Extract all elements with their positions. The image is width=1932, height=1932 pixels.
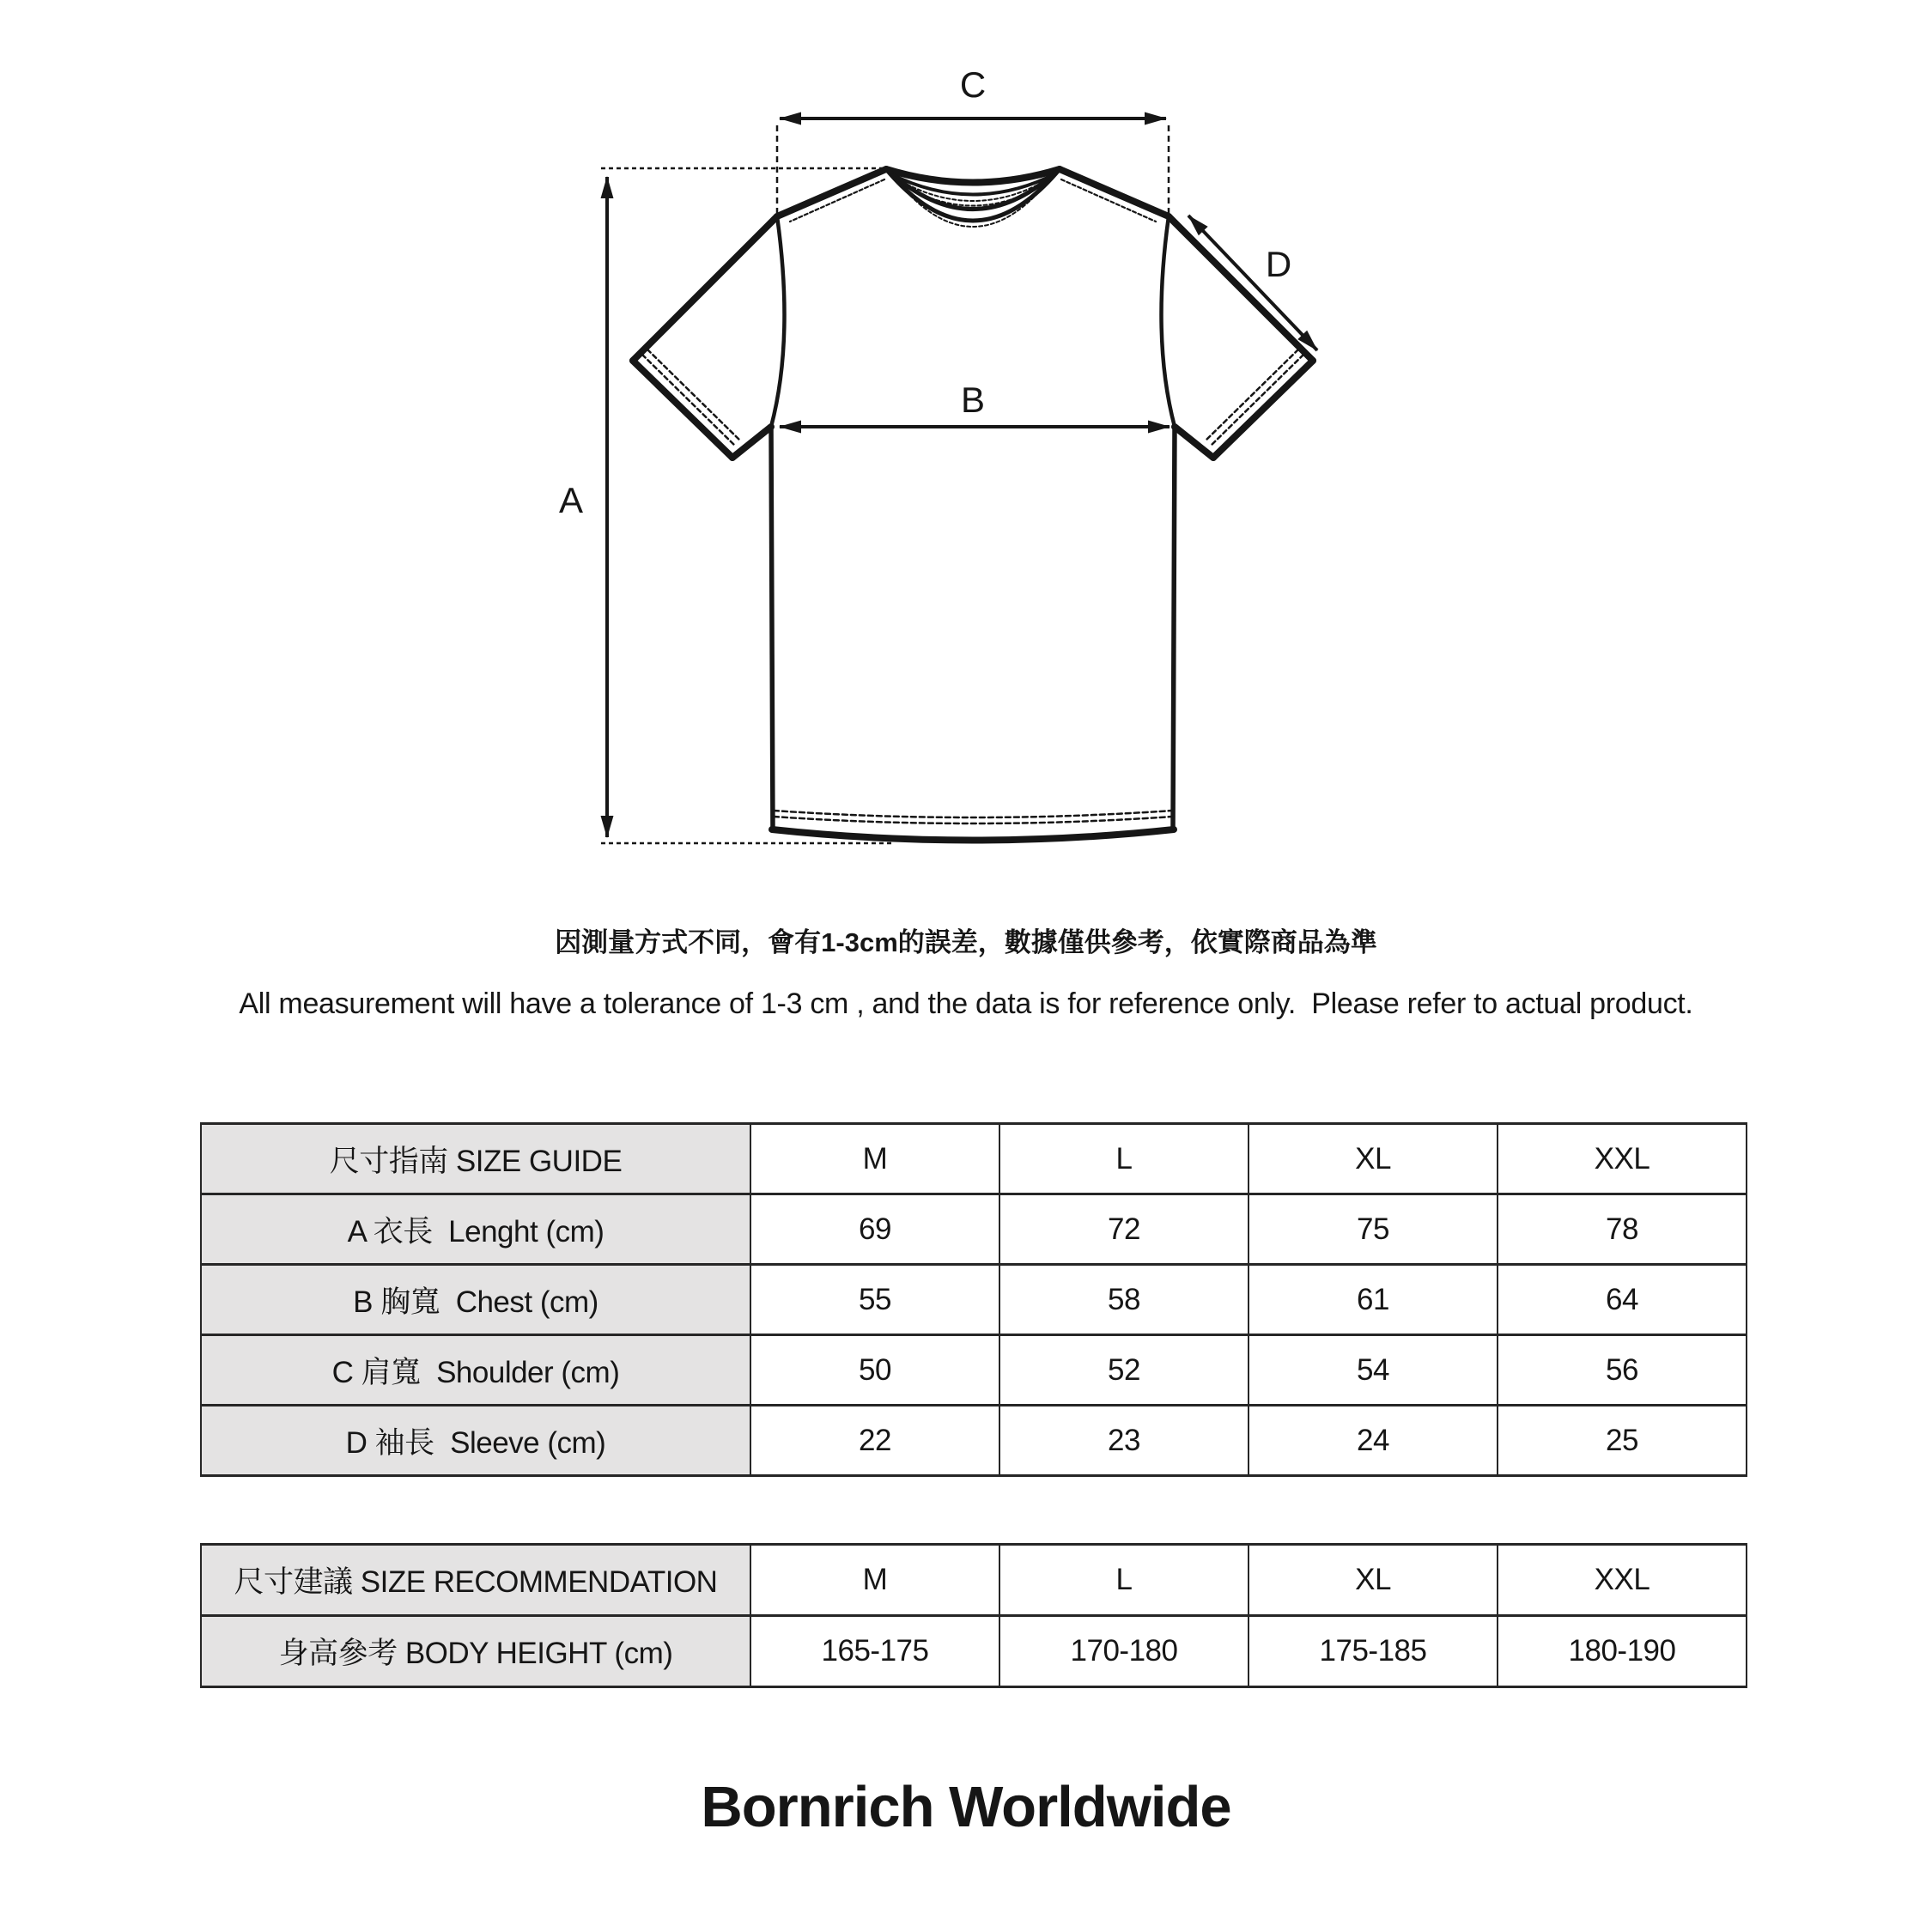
length-m: 69 [750,1194,999,1265]
row-label-shoulder: C 肩寬 Shoulder (cm) [201,1335,750,1406]
tshirt-diagram-svg [498,43,1391,884]
height-m: 165-175 [750,1616,999,1687]
label-d: D [1265,244,1292,284]
size-col-m: M [750,1124,999,1194]
row-label-chest: B 胸寬 Chest (cm) [201,1265,750,1335]
sleeve-xl: 24 [1249,1406,1498,1476]
sleeve-l: 23 [999,1406,1249,1476]
label-c: C [959,64,987,105]
table-row-chest [201,1265,1747,1335]
length-l: 72 [999,1194,1249,1265]
size-reco-title-cell: 尺寸建議 SIZE RECOMMENDATION [201,1545,750,1616]
tolerance-note-zh: 因測量方式不同，會有1-3cm的誤差，數據僅供參考，依實際商品為準 [555,927,1377,957]
height-l: 170-180 [999,1616,1249,1687]
table-row-length [201,1194,1747,1265]
length-xxl: 78 [1498,1194,1747,1265]
row-label-body-height: 身高參考 BODY HEIGHT (cm) [201,1616,750,1687]
tshirt-collar [886,169,1060,227]
reco-size-xl: XL [1249,1545,1498,1616]
label-a: A [558,480,584,520]
chest-m: 55 [750,1265,999,1335]
shoulder-xl: 54 [1249,1335,1498,1406]
table-row-shoulder [201,1335,1747,1406]
brand-wordmark: Bornrich Worldwide [701,1775,1231,1839]
tshirt-outline [633,169,1313,841]
chest-l: 58 [999,1265,1249,1335]
tolerance-note-en: All measurement will have a tolerance of 1-3 cm , and the data is for reference only. Please refer to actual product. [239,987,1693,1020]
size-col-xl: XL [1249,1124,1498,1194]
shoulder-m: 50 [750,1335,999,1406]
size-guide-header-row [201,1124,1747,1194]
table-row-body-height [201,1616,1747,1687]
sleeve-xxl: 25 [1498,1406,1747,1476]
length-xl: 75 [1249,1194,1498,1265]
size-guide-title-cell: 尺寸指南 SIZE GUIDE [201,1124,750,1194]
shoulder-xxl: 56 [1498,1335,1747,1406]
size-recommendation-table [200,1543,1747,1688]
reco-size-m: M [750,1545,999,1616]
chest-xxl: 64 [1498,1265,1747,1335]
height-xxl: 180-190 [1498,1616,1747,1687]
tshirt-measurement-diagram [498,43,1391,884]
measure-arrow-d [1188,216,1317,350]
height-xl: 175-185 [1249,1616,1498,1687]
row-label-sleeve: D 袖長 Sleeve (cm) [201,1406,750,1476]
reco-size-l: L [999,1545,1249,1616]
sleeve-m: 22 [750,1406,999,1476]
label-b: B [960,380,986,420]
row-label-length: A 衣長 Lenght (cm) [201,1194,750,1265]
table-row-sleeve [201,1406,1747,1476]
measure-arrow-b [780,380,1170,427]
chest-xl: 61 [1249,1265,1498,1335]
shoulder-l: 52 [999,1335,1249,1406]
size-col-l: L [999,1124,1249,1194]
size-reco-header-row [201,1545,1747,1616]
size-guide-table [200,1122,1747,1477]
reco-size-xxl: XXL [1498,1545,1747,1616]
size-col-xxl: XXL [1498,1124,1747,1194]
